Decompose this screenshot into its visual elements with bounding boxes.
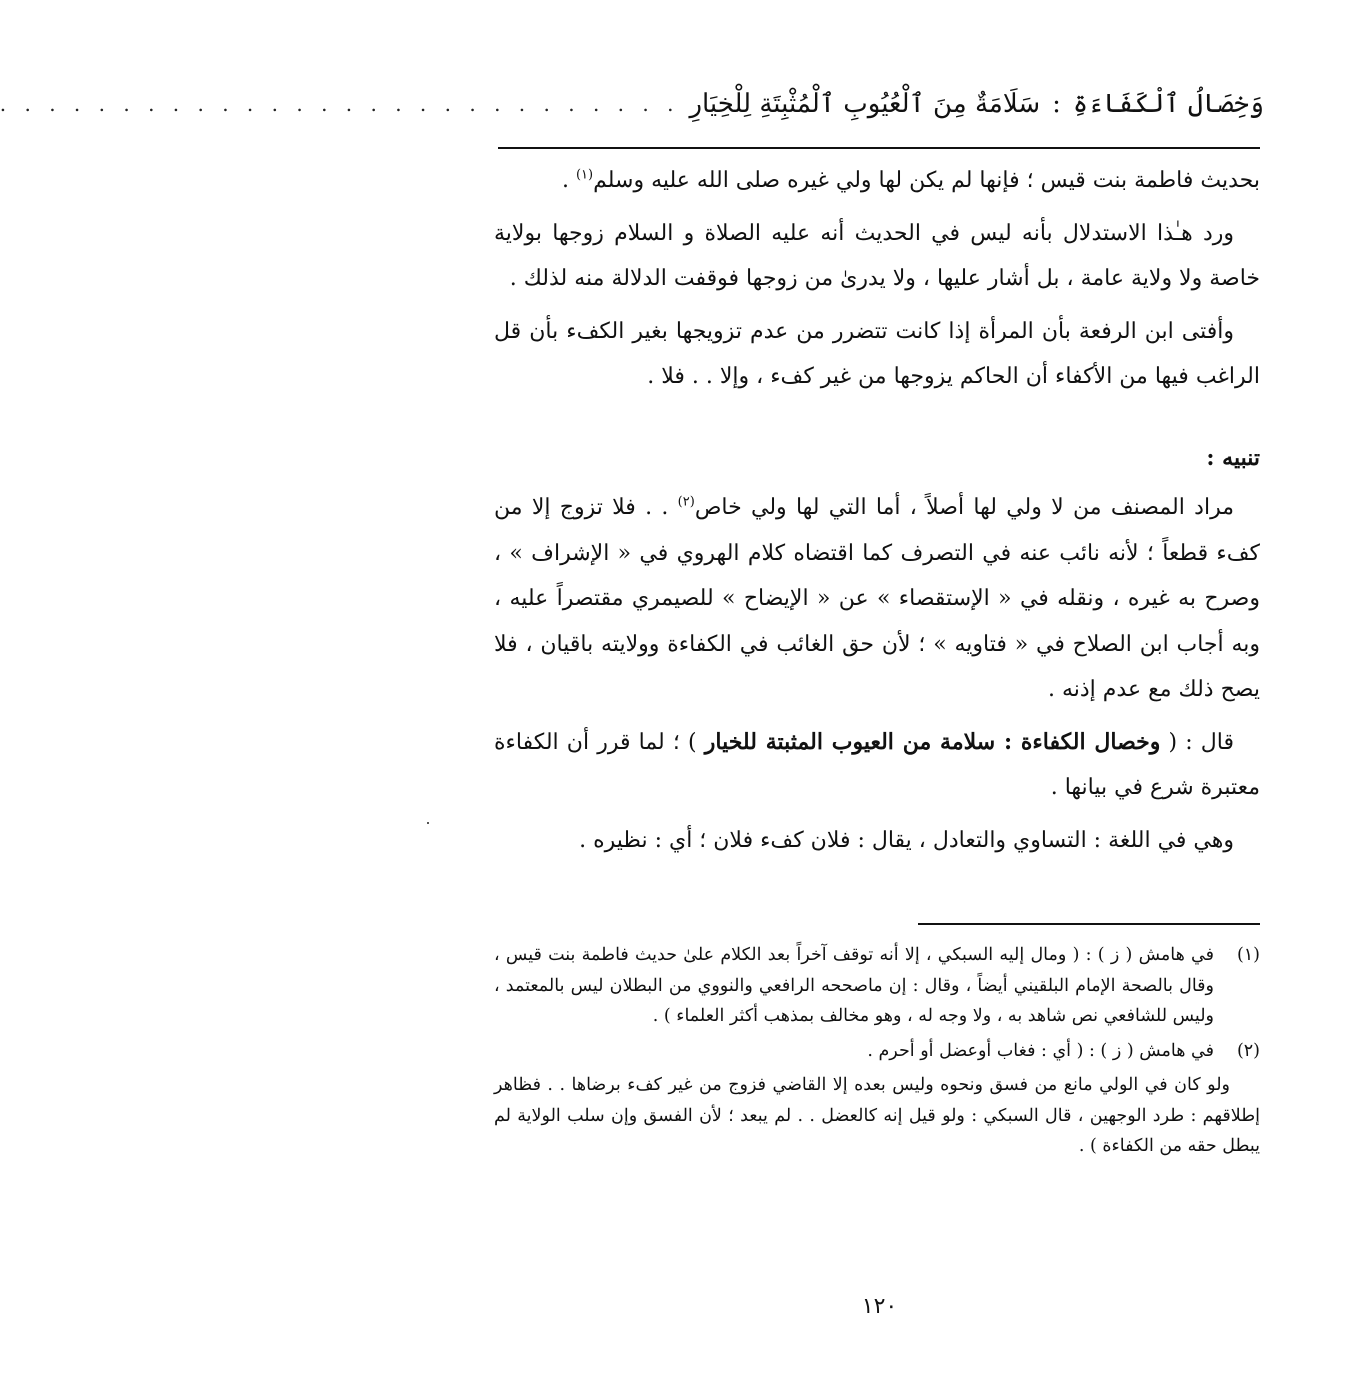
paragraph-1 [494,158,1260,204]
footnote-ref-1: (١) [575,167,594,183]
footnotes [494,940,1260,1162]
paragraph-5 [494,720,1260,811]
footnote-1-text: في هامش ( ز ) : ( ومال إليه السبكي ، إلا أنه توقف آخراً بعد الكلام علىٰ حديث فاطمة بنت قيس ، وقال بالصحة الإمام البلقيني أيضاً ، وقال : إن ماصححه الرافعي والنووي من البطلان ليس بالمعتمد ، وليس للشافعي نص شاهد به ، ولا وجه له ، وهو مخالف بمذهب أكثر العلماء ) . [494,945,1214,1026]
running-header [0,78,1264,130]
footnote-2-number: (٢) [1236,1040,1260,1061]
paragraph-5-end: ) ؛ لما قرر أن الكفاءة معتبرة شرع في بيانها . [494,729,1260,800]
quoted-matn: وخصال الكفاءة : سلامة من العيوب المثبتة للخيار [704,728,1161,755]
main-text [494,158,1260,870]
header-title-left: سَلَامَةٌ مِنَ ٱلْعُيُوبِ ٱلْمُثْبِتَةِ لِلْخِيَارِ [689,89,1041,119]
header-rule [498,147,1260,149]
paragraph-1-end: . [561,168,576,193]
header-dot-leader: . . . . . . . . . . . . . . . . . . . . . . . . . . . . [0,92,680,116]
footnote-rule [918,923,1260,925]
footnote-ref-2: (٢) [677,494,695,510]
paragraph-5-start: قال : ( [1160,729,1234,755]
footnote-2-continuation: ولو كان في الولي مانع من فسق ونحوه وليس بعده إلا القاضي فزوج من غير كفء برضاها . . فظاهر إطلاقهم : طرد الوجهين ، قال السبكي : ولو قيل إنه كالعضل . . لم يبعد ؛ لأن الفسق وإن سلب الولاية لم يبطل حقه من الكفاءة ) . [494,1075,1260,1156]
page-number: ١٢٠ [861,1294,898,1319]
paragraph-3: وأفتى ابن الرفعة بأن المرأة إذا كانت تتضرر من عدم تزويجها بغير الكفء بأن قل الراغب فيها من الأكفاء أن الحاكم يزوجها من غير كفء ، وإلا . . فلا . [494,318,1260,389]
footnote-1 [494,940,1260,1032]
scan-speck [427,822,429,824]
header-title-right: وَخِصَالُ ٱلْكَفَاءَةِ [1072,89,1264,119]
paragraph-1-text: بحديث فاطمة بنت قيس ؛ فإنها لم يكن لها ولي غيره صلى الله عليه وسلم [593,168,1260,193]
paragraph-4-end: . . فلا تزوج إلا من كفء قطعاً ؛ لأنه نائب عنه في التصرف كما اقتضاه كلام الهروي في « الإشراف » ، وصرح به غيره ، ونقله في « الإستقصاء » عن « الإيضاح » للصيمري مقتصراً عليه ، وبه أجاب ابن الصلاح في « فتاويه » ؛ لأن حق الغائب في الكفاءة وولايته باقيان ، فلا يصح ذلك مع عدم إذنه . [494,495,1260,702]
footnote-2-text: في هامش ( ز ) : ( أي : فغاب أوعضل أو أحرم . [867,1040,1214,1061]
header-separator: : [1052,89,1061,119]
footnote-1-number: (١) [1236,945,1260,965]
paragraph-6: وهي في اللغة : التساوي والتعادل ، يقال : فلان كفء فلان ؛ أي : نظيره . [579,827,1234,853]
section-heading: تنبيه : [1206,444,1260,471]
footnote-2 [494,1036,1260,1067]
paragraph-2: ورد هـٰذا الاستدلال بأنه ليس في الحديث أنه عليه الصلاة و السلام زوجها بولاية خاصة ولا ولاية عامة ، بل أشار عليها ، ولا يدرىٰ من زوجها فوقفت الدلالة منه لذلك . [494,220,1260,291]
paragraph-4 [494,485,1260,713]
paragraph-4-text: مراد المصنف من لا ولي لها أصلاً ، أما التي لها ولي خاص [694,495,1234,520]
